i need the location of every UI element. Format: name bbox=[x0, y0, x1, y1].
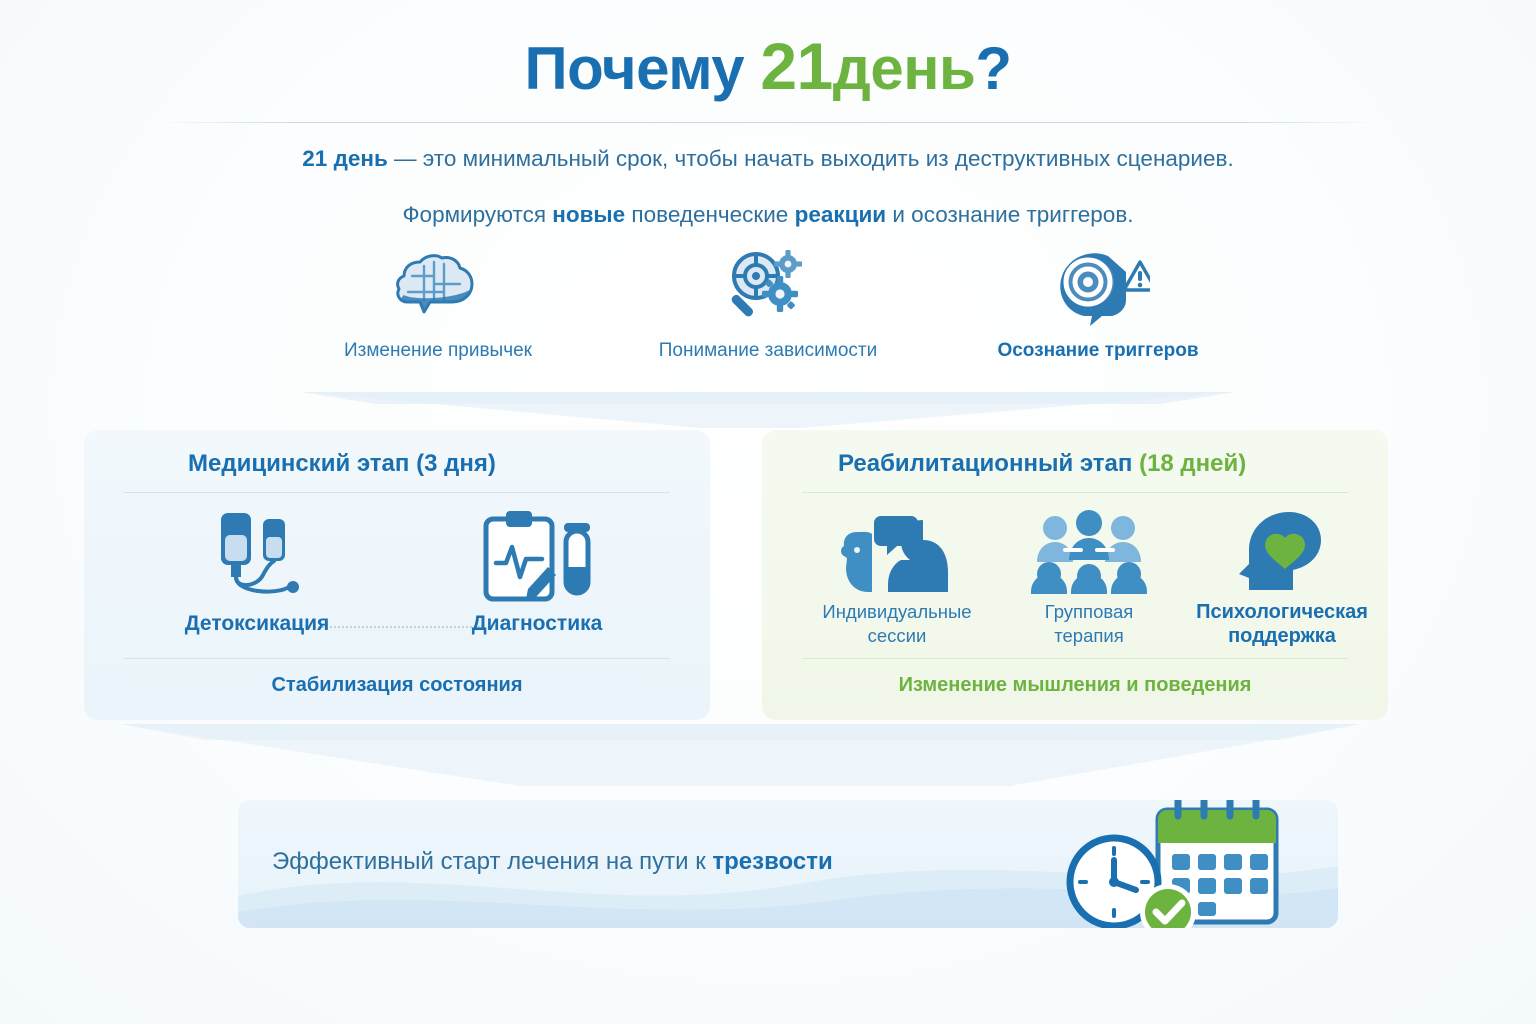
stage-medical-title bbox=[188, 450, 496, 478]
head-heart-icon bbox=[1162, 508, 1402, 596]
concept-understanding bbox=[618, 240, 918, 362]
concept-understanding-label: Понимание зависимости bbox=[658, 340, 878, 361]
stage-rehab-divider-top bbox=[802, 492, 1348, 493]
rehab-item-individual-line2: сессии bbox=[867, 625, 927, 646]
rehab-item-psychological-line1: Психологическая bbox=[1196, 601, 1368, 623]
medical-item-diagnostics-label: Диагностика bbox=[471, 612, 603, 635]
concept-habits bbox=[288, 240, 588, 362]
stage-medical-items bbox=[84, 508, 710, 658]
stage-medical-footer: Стабилизация состояния bbox=[271, 674, 523, 696]
stage-medical-title-sub: (3 дня) bbox=[416, 450, 496, 477]
intro-text bbox=[0, 142, 1536, 232]
stage-panel-medical bbox=[84, 430, 710, 720]
rehab-item-psychological-label bbox=[1162, 600, 1402, 648]
stage-rehab-title-main: Реабилитационный этап bbox=[838, 450, 1133, 477]
rehab-item-psychological-line2: поддержка bbox=[1228, 625, 1336, 647]
stage-rehab-items bbox=[762, 508, 1388, 658]
title-divider bbox=[158, 122, 1380, 123]
target-alert-icon bbox=[948, 240, 1248, 332]
result-banner-text-a: Эффективный старт лечения на пути к bbox=[272, 848, 713, 875]
medical-item-detox-label: Детоксикация bbox=[184, 612, 330, 635]
intro-line-2-d: и осознание триггеров. bbox=[886, 202, 1134, 227]
clock-calendar-check-icon bbox=[1062, 800, 1312, 928]
two-people-talking-icon bbox=[792, 508, 1002, 596]
rehab-item-group-line2: терапия bbox=[1054, 625, 1124, 646]
concept-triggers-label: Осознание триггеров bbox=[997, 340, 1199, 361]
result-banner-text bbox=[272, 848, 833, 876]
result-banner-text-b: трезвости bbox=[712, 848, 833, 875]
stage-rehab-footer: Изменение мышления и поведения bbox=[898, 674, 1252, 696]
stage-medical-divider-bottom bbox=[124, 658, 670, 659]
intro-line-1-rest: — это минимальный срок, чтобы начать выходить из деструктивных сценариев. bbox=[387, 146, 1234, 171]
stage-panel-rehab bbox=[762, 430, 1388, 720]
brain-icon bbox=[288, 240, 588, 332]
intro-line-1 bbox=[0, 142, 1536, 176]
intro-line-2-c: поведенческие bbox=[625, 202, 795, 227]
stage-medical-divider-top bbox=[124, 492, 670, 493]
clipboard-test-tube-icon bbox=[422, 508, 652, 608]
medical-item-detox bbox=[142, 508, 372, 636]
stage-rehab-divider-bottom bbox=[802, 658, 1348, 659]
magnifier-gear-icon bbox=[618, 240, 918, 332]
title-part1: Почему bbox=[524, 35, 745, 102]
title-part3: ? bbox=[975, 35, 1012, 102]
title-part2: день bbox=[832, 35, 976, 102]
concept-habits-label: Изменение привычек bbox=[343, 340, 532, 361]
top-concepts-row bbox=[288, 240, 1248, 385]
rehab-item-individual bbox=[792, 508, 1002, 648]
intro-line-2-bold-1: новые bbox=[552, 202, 626, 227]
rehab-item-individual-label bbox=[792, 600, 1002, 648]
stage-rehab-title bbox=[838, 450, 1246, 478]
stage-medical-title-main: Медицинский этап bbox=[188, 450, 410, 477]
medical-item-diagnostics bbox=[422, 508, 652, 636]
intro-line-2-a: Формируются bbox=[402, 202, 553, 227]
iv-drip-icon bbox=[142, 508, 372, 608]
intro-line-2 bbox=[0, 198, 1536, 232]
intro-line-2-bold-2: реакции bbox=[794, 202, 887, 227]
rehab-item-group-line1: Групповая bbox=[1044, 601, 1134, 622]
rehab-item-psychological bbox=[1162, 508, 1402, 648]
title-number: 21 bbox=[760, 29, 833, 103]
intro-line-1-bold: 21 день bbox=[302, 146, 388, 171]
page-title bbox=[0, 28, 1536, 104]
stage-rehab-title-sub: (18 дней) bbox=[1139, 450, 1247, 477]
concept-triggers bbox=[948, 240, 1248, 362]
rehab-item-individual-line1: Индивидуальные bbox=[822, 601, 972, 622]
result-banner bbox=[238, 800, 1338, 928]
